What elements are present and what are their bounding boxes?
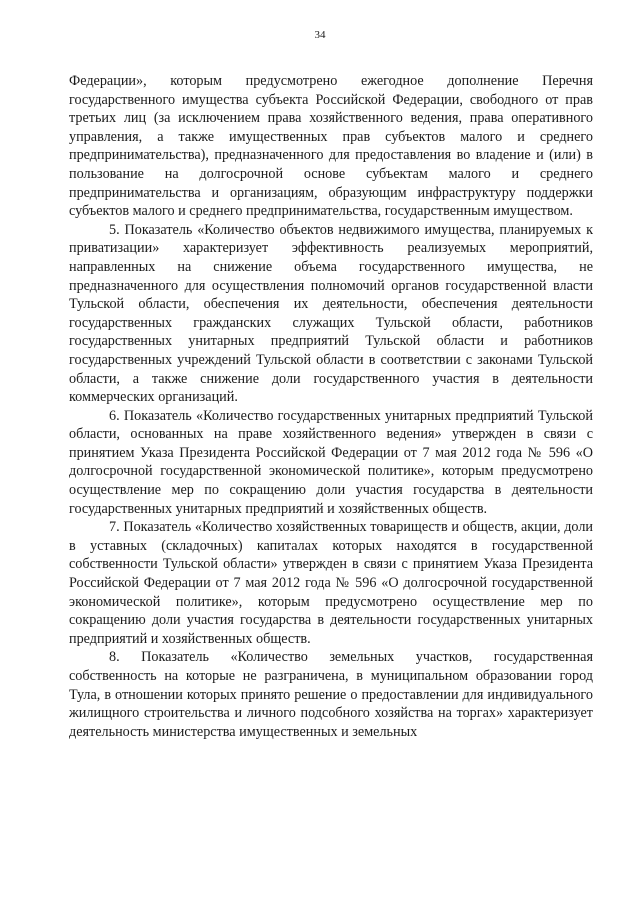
paragraph-item-7: 7. Показатель «Количество хозяйственных товариществ и обществ, акции, доли в уставных (складочных) капиталах которых находятся в государственной собственности Тульской области» утвержден в связи с принятием Указа Президента Российской Федерации от 7 мая 2012 года № 596 «О долгосрочной государственной экономической политике», которым предусмотрено осуществление мер по сокращению доли участия государства в деятельности государственных унитарных предприятий и хозяйственных обществ. <box>69 519 593 647</box>
paragraph-continuation: Федерации», которым предусмотрено ежегодное дополнение Перечня государственного имущества субъекта Российской Федерации, свободного от прав третьих лиц (за исключением права хозяйственного ведения, права оперативного управления, а также имущественных прав субъектов малого и среднего предпринимательства), предназначенного для предоставления во владение и (или) в пользование на долгосрочной основе субъектам малого и среднего предпринимательства и организациям, образующим инфраструктуру поддержки субъектов малого и среднего предпринимательства, государственным имуществом. <box>69 73 593 220</box>
page-number: 34 <box>314 29 326 41</box>
paragraph-item-8: 8. Показатель «Количество земельных участков, государственная собственность на которые не разграничена, в муниципальном образовании город Тула, в отношении которых принято решение о предоставлении для индивидуального жилищного строительства и личного подсобного хозяйства на торгах» характеризует деятельность министерства имущественных и земельных <box>69 649 593 740</box>
paragraph-item-6: 6. Показатель «Количество государственных унитарных предприятий Тульской области, основанных на праве хозяйственного ведения» утвержден в связи с принятием Указа Президента Российской Федерации от 7 мая 2012 года № 596 «О долгосрочной государственной экономической политике», которым предусмотрено осуществление мер по сокращению доли участия государства в деятельности государственных унитарных предприятий и хозяйственных обществ. <box>69 407 593 517</box>
document-body <box>69 72 593 741</box>
paragraph-item-5: 5. Показатель «Количество объектов недвижимого имущества, планируемых к приватизации» характеризует эффективность реализуемых мероприятий, направленных на снижение объема государственного имущества, не предназначенного для осуществления полномочий органов государственной власти Тульской области, обеспечения их деятельности, обеспечения деятельности государственных гражданских служащих Тульской области, работников государственных унитарных предприятий Тульской области и работников государственных учреждений Тульской области в соответствии с законами Тульской области, а также снижение доли государственного участия в деятельности коммерческих организаций. <box>69 221 593 406</box>
